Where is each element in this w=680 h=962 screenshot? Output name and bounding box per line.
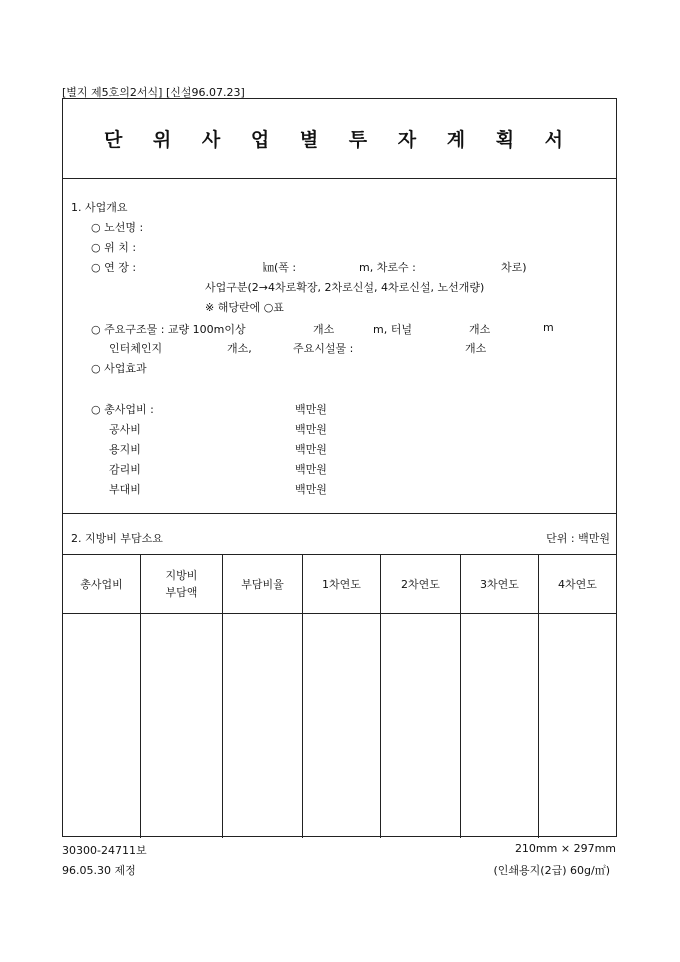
column-header-year1: 1차연도: [322, 577, 361, 591]
paper-size: 210mm × 297mm: [514, 842, 616, 855]
interchange-count-unit: 개소,: [227, 342, 252, 355]
section1-heading: 1. 사업개요: [71, 201, 128, 214]
structures-label: ○ 주요구조물 : 교량 100m이상: [91, 323, 246, 336]
column-header-total-cost: 총사업비: [80, 577, 123, 591]
paper-spec: (인쇄용지(2급) 60g/㎡): [493, 864, 610, 877]
column-header-local-burden: 지방비 부담액: [165, 569, 198, 599]
project-type: 사업구분(2→4차로확장, 2차로신설, 4차로신설, 노선개량): [205, 281, 485, 294]
length-unit: ㎞(폭 :: [263, 261, 297, 274]
tunnels-length-unit: m: [543, 321, 554, 334]
length-label: ○ 연 장 :: [91, 261, 137, 274]
supervision-cost-label: 감리비: [109, 463, 141, 476]
interchange-label: 인터체인지: [109, 342, 163, 355]
effect-label: ○ 사업효과: [91, 362, 147, 375]
supervision-cost-unit: 백만원: [295, 463, 327, 476]
column-header-year4: 4차연도: [558, 577, 597, 591]
section-divider: [63, 513, 616, 514]
column-header-year2: 2차연도: [401, 577, 440, 591]
section2-heading: 2. 지방비 부담소요: [71, 532, 163, 545]
tunnels-count-unit: 개소: [469, 323, 491, 336]
form-number: [별지 제5호의2서식] [신설96.07.23]: [62, 86, 245, 99]
column-header-year3: 3차연도: [480, 577, 519, 591]
construction-cost-unit: 백만원: [295, 423, 327, 436]
incidental-cost-unit: 백만원: [295, 483, 327, 496]
land-cost-unit: 백만원: [295, 443, 327, 456]
form-code: 30300-24711보: [62, 844, 147, 857]
form-frame: [62, 98, 617, 837]
construction-cost-label: 공사비: [109, 423, 141, 436]
column-header-burden-ratio: 부담비율: [241, 577, 284, 591]
total-cost-unit: 백만원: [295, 403, 327, 416]
bridges-length-unit: m, 터널: [373, 323, 412, 336]
incidental-cost-label: 부대비: [109, 483, 141, 496]
location-label: ○ 위 치 :: [91, 241, 137, 254]
unit-label: 단위 : 백만원: [546, 532, 610, 545]
total-cost-label: ○ 총사업비 :: [91, 403, 154, 416]
document-title: 단 위 사 업 별 투 자 계 획 서: [63, 99, 616, 179]
route-name-label: ○ 노선명 :: [91, 221, 144, 234]
width-unit: m, 차로수 :: [359, 261, 416, 274]
lanes-unit: 차로): [501, 261, 527, 274]
land-cost-label: 용지비: [109, 443, 141, 456]
facilities-count-unit: 개소: [465, 342, 487, 355]
enactment-date: 96.05.30 제정: [62, 864, 136, 877]
facilities-label: 주요시설물 :: [293, 342, 354, 355]
bridges-count-unit: 개소: [313, 323, 335, 336]
check-note: ※ 해당란에 ○표: [205, 301, 284, 314]
